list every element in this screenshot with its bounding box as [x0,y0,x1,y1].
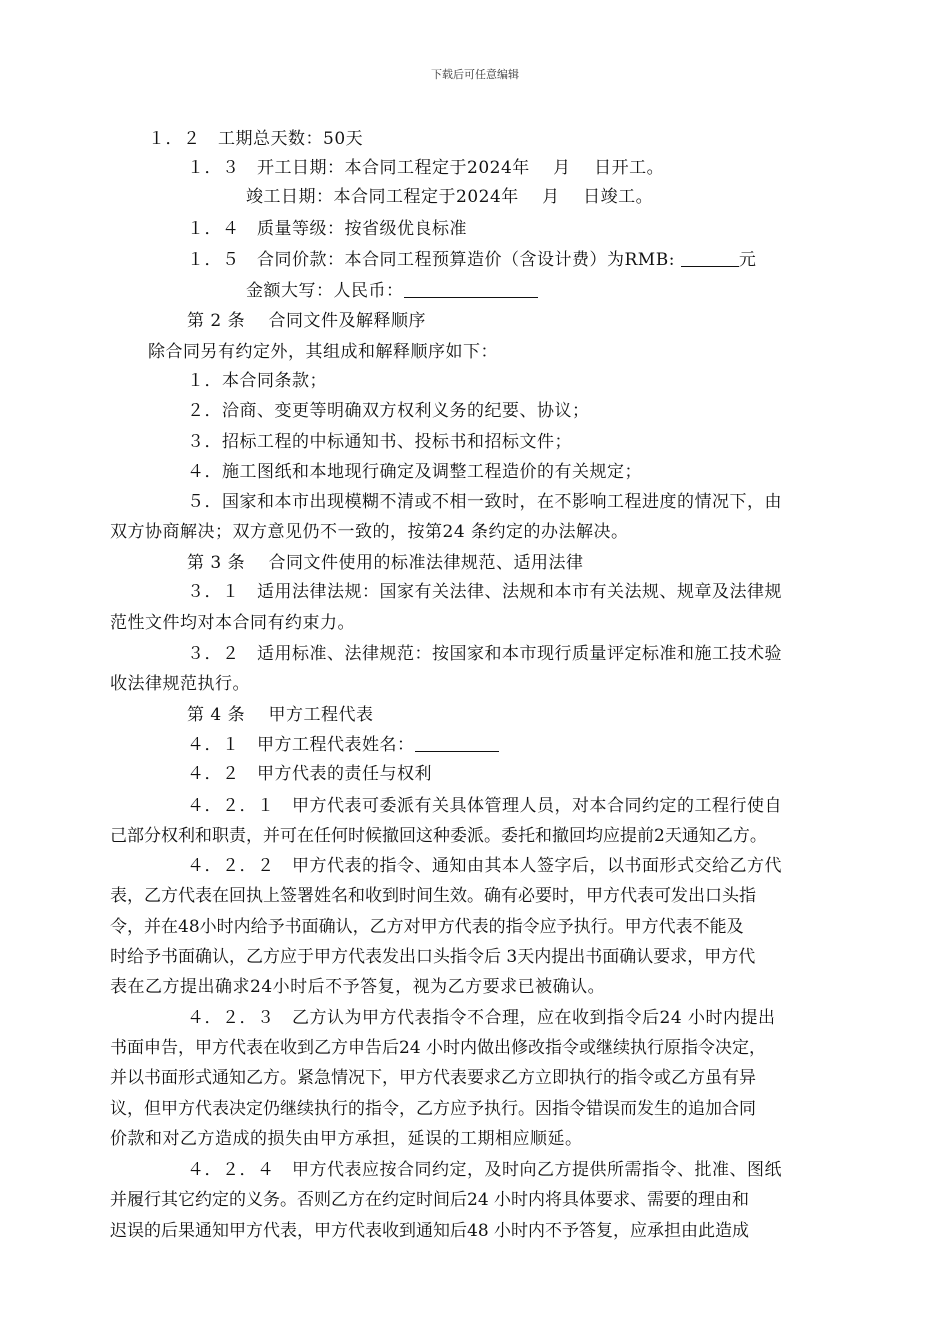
text-line: 己部分权利和职责，并可在任何时候撤回这种委派。委托和撤回均应提前2天通知乙方。 [110,826,767,846]
text-line: １．４ 质量等级：按省级优良标准 [187,219,467,239]
text-line: ４．２．４ 甲方代表应按合同约定，及时向乙方提供所需指令、批准、图纸 [187,1160,782,1180]
text-line: 除合同另有约定外，其组成和解释顺序如下： [148,342,498,362]
amount-words-label: 金额大写：人民币： [246,281,404,301]
text-line: ４．２．３ 乙方认为甲方代表指令不合理，应在收到指令后24 小时内提出 [187,1008,776,1028]
rmb-amount-blank [681,250,739,267]
text-line: 迟误的后果通知甲方代表，甲方代表收到通知后48 小时内不予答复，应承担由此造成 [110,1221,750,1241]
text-line: １．本合同条款； [187,371,327,391]
text-line: ４．２ 甲方代表的责任与权利 [187,764,432,784]
text-line: 并以书面形式通知乙方。紧急情况下，甲方代表要求乙方立即执行的指令或乙方虽有异 [110,1068,756,1088]
representative-name-label: ４．１ 甲方工程代表姓名： [187,735,415,755]
text-line: １．２ 工期总天数：50天 [148,129,364,149]
text-line: ４．２．１ 甲方代表可委派有关具体管理人员，对本合同约定的工程行使自 [187,796,782,816]
text-line: 令，并在48小时内给予书面确认，乙方对甲方代表的指令应予执行。甲方代表不能及 [110,917,744,937]
text-line: ３．招标工程的中标通知书、投标书和招标文件； [187,432,572,452]
text-line: 双方协商解决；双方意见仍不一致的，按第24 条约定的办法解决。 [110,522,629,542]
text-line [187,249,756,271]
text-line: ４．２．２ 甲方代表的指令、通知由其本人签字后，以书面形式交给乙方代 [187,856,782,876]
text-line: 书面申告，甲方代表在收到乙方申告后24 小时内做出修改指令或继续执行原指令决定， [110,1038,767,1058]
text-line: ４．施工图纸和本地现行确定及调整工程造价的有关规定； [187,462,642,482]
section-heading: 第 3 条 合同文件使用的标准法律规范、适用法律 [187,553,584,573]
text-line: 表，乙方代表在回执上签署姓名和收到时间生效。确有必要时，甲方代表可发出口头指 [110,886,756,906]
text-line: 价款和对乙方造成的损失由甲方承担，延误的工期相应顺延。 [110,1129,583,1149]
text-line: 竣工日期：本合同工程定于2024年 月 日竣工。 [246,187,654,207]
amount-words-blank [404,281,538,298]
currency-unit: 元 [738,250,757,270]
section-heading: 第 2 条 合同文件及解释顺序 [187,311,427,331]
text-line: 并履行其它约定的义务。否则乙方在约定时间后24 小时内将具体要求、需要的理由和 [110,1190,750,1210]
text-line [246,280,538,302]
text-line: 时给予书面确认，乙方应于甲方代表发出口头指令后 3天内提出书面确认要求，甲方代 [110,947,756,967]
text-line: ２．洽商、变更等明确双方权利义务的纪要、协议； [187,401,590,421]
text-line: 收法律规范执行。 [110,674,250,694]
text-line: ５．国家和本市出现模糊不清或不相一致时，在不影响工程进度的情况下，由 [187,492,782,512]
text-line [187,734,499,756]
text-line: 范性文件均对本合同有约束力。 [110,613,355,633]
text-line: ３．２ 适用标准、法律规范：按国家和本市现行质量评定标准和施工技术验 [187,644,782,664]
text-line: ３．１ 适用法律法规：国家有关法律、法规和本市有关法规、规章及法律规 [187,582,782,602]
page-header: 下载后可任意编辑 [431,68,519,81]
text-line: １．３ 开工日期：本合同工程定于2024年 月 日开工。 [187,158,665,178]
section-heading: 第 4 条 甲方工程代表 [187,705,374,725]
text-line: 表在乙方提出确求24小时后不予答复，视为乙方要求已被确认。 [110,977,606,997]
text-line: 议，但甲方代表决定仍继续执行的指令，乙方应予执行。因指令错误而发生的追加合同 [110,1099,756,1119]
contract-price-label: １．５ 合同价款：本合同工程预算造价（含设计费）为RMB: [187,250,681,270]
representative-name-blank [415,735,499,752]
